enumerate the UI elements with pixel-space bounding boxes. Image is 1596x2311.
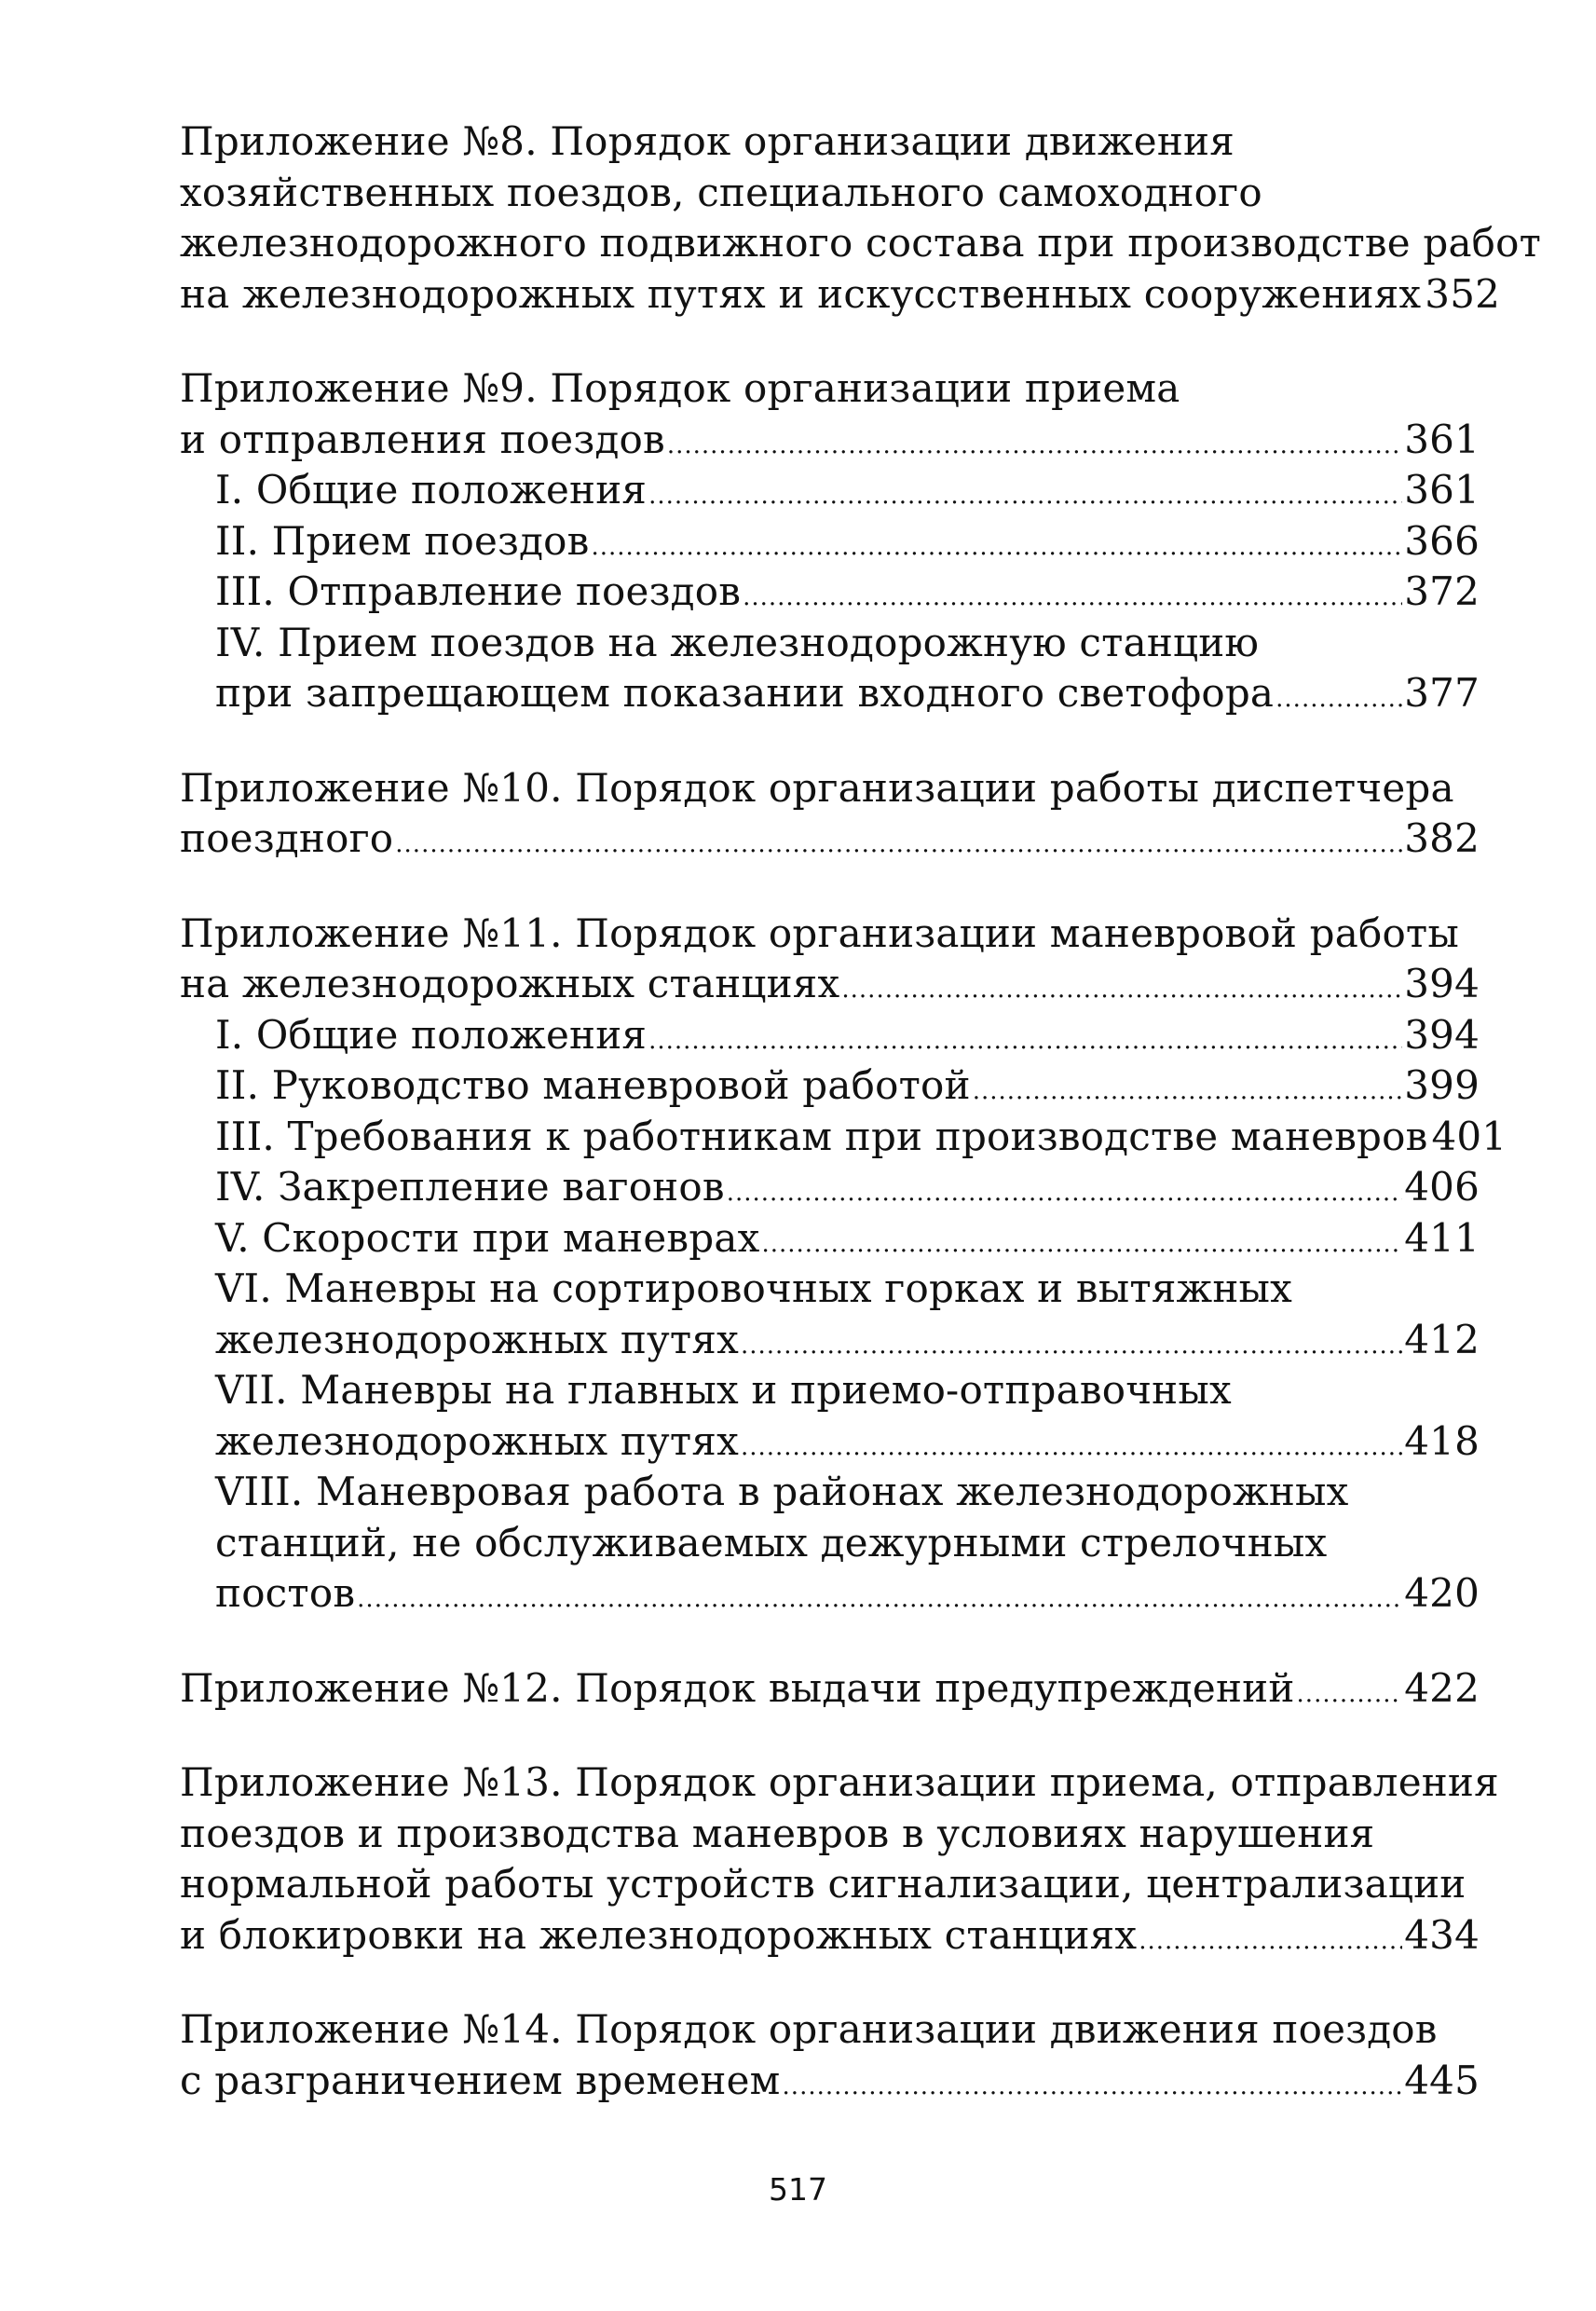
toc-entry-row[interactable] — [180, 668, 1480, 719]
toc-page-number: 352 — [1425, 270, 1501, 317]
toc-page-number: 418 — [1404, 1417, 1480, 1464]
toc-entry-title: и блокировки на железнодорожных станциях — [180, 1911, 1138, 1958]
dot-leader — [648, 471, 1402, 522]
toc-entry-row[interactable] — [180, 1910, 1480, 1962]
toc-entry-row[interactable] — [180, 1568, 1480, 1620]
toc-entry-title: с разграничением временем — [180, 2057, 781, 2103]
dot-leader — [648, 1016, 1402, 1067]
toc-entry — [180, 2004, 1480, 2106]
toc-text-line: поездов и производства маневров в условиях нарушения — [180, 1810, 1375, 1856]
toc-entry-row[interactable] — [180, 959, 1480, 1010]
toc-entry-title: и отправления поездов — [180, 416, 665, 462]
toc-entry-row[interactable] — [180, 1060, 1480, 1112]
toc-entry-row[interactable] — [180, 1112, 1507, 1163]
toc-entry-row[interactable] — [180, 1663, 1480, 1715]
toc-text-line: Приложение №14. Порядок организации движения поездов — [180, 2006, 1438, 2052]
toc-text-line: Приложение №8. Порядок организации движения — [180, 118, 1235, 164]
toc-page-number: 434 — [1404, 1911, 1480, 1958]
toc-text-line: VIII. Маневровая работа в районах железнодорожных — [215, 1469, 1349, 1514]
toc-entry-row[interactable] — [180, 2056, 1480, 2107]
toc-page-number: 445 — [1404, 2057, 1480, 2103]
toc-entry-title: V. Скорости при маневрах — [215, 1214, 760, 1261]
toc-page-number: 399 — [1404, 1062, 1480, 1108]
toc-entry-title: на железнодорожных путях и искусственных сооружениях — [180, 270, 1422, 317]
toc-entry-row[interactable] — [180, 814, 1480, 865]
toc-page-number: 401 — [1431, 1113, 1507, 1159]
toc-entry — [180, 909, 1507, 1620]
toc-entry-row[interactable] — [180, 465, 1480, 516]
toc-page-number: 361 — [1404, 467, 1480, 513]
toc-entry-title: железнодорожных путях — [215, 1417, 739, 1464]
toc-text-line: IV. Прием поездов на железнодорожную станцию — [215, 619, 1260, 665]
table-of-contents — [180, 116, 1542, 2150]
toc-entry-title: при запрещающем показании входного светофора — [215, 670, 1275, 716]
dot-leader — [1297, 1669, 1403, 1720]
toc-page-number: 412 — [1404, 1316, 1480, 1362]
toc-entry-title: II. Руководство маневровой работой — [215, 1062, 971, 1108]
toc-text-line: Приложение №10. Порядок организации работы диспетчера — [180, 764, 1454, 811]
toc-page-number: 366 — [1404, 517, 1480, 564]
page-number: 517 — [769, 2171, 827, 2208]
toc-entry-row[interactable] — [180, 1315, 1480, 1366]
toc-entry — [180, 763, 1480, 865]
toc-entry — [180, 363, 1480, 719]
toc-text-line: нормальной работы устройств сигнализации, централизации — [180, 1861, 1466, 1907]
toc-page-number: 377 — [1404, 670, 1480, 716]
toc-page-number: 422 — [1404, 1664, 1480, 1711]
toc-entry-row[interactable] — [180, 1213, 1480, 1265]
toc-text-line: Приложение №11. Порядок организации маневровой работы — [180, 909, 1459, 956]
toc-text-line: VII. Маневры на главных и приемо-отправочных — [215, 1367, 1232, 1413]
dot-leader — [667, 420, 1402, 472]
toc-entry-title: IV. Закрепление вагонов — [215, 1164, 725, 1210]
toc-page-number: 382 — [1404, 815, 1480, 861]
toc-text-line: станций, не обслуживаемых дежурными стрелочных — [215, 1519, 1328, 1566]
toc-entry-title: II. Прием поездов — [215, 517, 590, 564]
toc-page-number: 411 — [1404, 1214, 1480, 1261]
dot-leader — [783, 2061, 1403, 2113]
dot-leader — [357, 1574, 1402, 1625]
toc-page-number: 394 — [1404, 1011, 1480, 1058]
dot-leader — [761, 1219, 1402, 1270]
toc-entry — [180, 1757, 1499, 1961]
toc-entry-title: I. Общие положения — [215, 467, 648, 513]
toc-entry-title: на железнодорожных станциях — [180, 961, 840, 1006]
dot-leader — [741, 1422, 1402, 1473]
toc-entry-row[interactable] — [180, 269, 1501, 321]
dot-leader — [1275, 674, 1402, 725]
toc-entry-row[interactable] — [180, 1162, 1480, 1213]
toc-entry-title: Приложение №12. Порядок выдачи предупреждений — [180, 1664, 1295, 1711]
toc-page-number: 361 — [1404, 416, 1480, 462]
toc-page-number: 372 — [1404, 568, 1480, 614]
dot-leader — [841, 964, 1402, 1016]
toc-page-number: 394 — [1404, 961, 1480, 1006]
toc-text-line: железнодорожного подвижного состава при производстве работ — [180, 220, 1542, 266]
toc-entry-title: III. Отправление поездов — [215, 568, 742, 614]
dot-leader — [741, 1320, 1402, 1372]
toc-page-number: 420 — [1404, 1570, 1480, 1616]
dot-leader — [973, 1066, 1403, 1117]
dot-leader — [743, 572, 1402, 623]
toc-entry-row[interactable] — [180, 516, 1480, 567]
toc-entry — [180, 1663, 1480, 1715]
toc-text-line: Приложение №13. Порядок организации приема, отправления — [180, 1759, 1499, 1805]
toc-entry-row[interactable] — [180, 1010, 1480, 1061]
dot-leader — [592, 522, 1403, 573]
toc-entry — [180, 116, 1542, 320]
toc-entry-row[interactable] — [180, 1416, 1480, 1468]
toc-entry-title: I. Общие положения — [215, 1011, 648, 1058]
dot-leader — [1139, 1916, 1402, 1967]
toc-text-line: Приложение №9. Порядок организации приема — [180, 365, 1180, 411]
dot-leader — [727, 1168, 1403, 1219]
toc-entry-row[interactable] — [180, 415, 1480, 466]
dot-leader — [395, 819, 1402, 870]
toc-text-line: VI. Маневры на сортировочных горках и вытяжных — [215, 1265, 1293, 1311]
toc-text-line: хозяйственных поездов, специального самоходного — [180, 169, 1262, 215]
toc-entry-title: железнодорожных путях — [215, 1316, 739, 1362]
toc-entry-title: постов — [215, 1570, 356, 1616]
toc-entry-title: поездного — [180, 815, 394, 861]
toc-entry-row[interactable] — [180, 567, 1480, 618]
toc-page-number: 406 — [1404, 1164, 1480, 1210]
toc-entry-title: III. Требования к работникам при производстве маневров — [215, 1113, 1428, 1159]
